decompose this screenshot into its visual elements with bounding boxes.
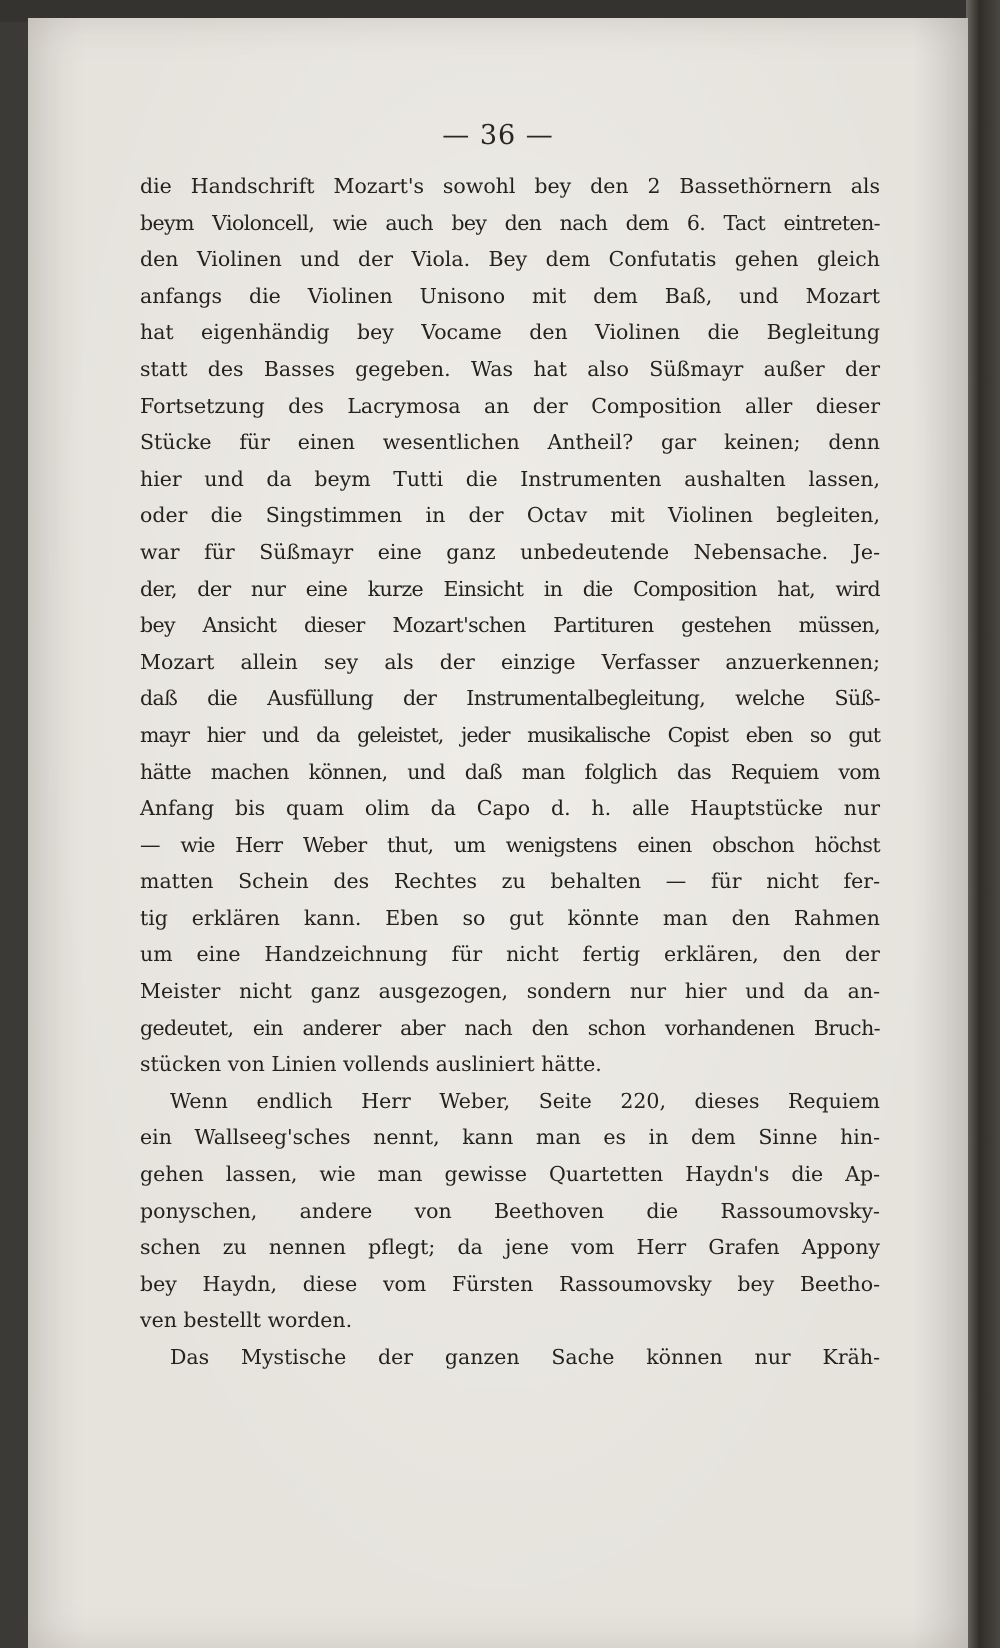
text-line: ven bestellt worden. [140,1308,353,1333]
text-line: gedeutet, ein anderer aber nach den schon vorhandenen Bruch- [140,1015,880,1040]
text-line: daß die Ausfüllung der Instrumentalbegleitung, welche Süß- [140,686,880,711]
body-text [140,168,880,1376]
text-line: der, der nur eine kurze Einsicht in die Composition hat, wird [140,576,880,601]
text-line: — wie Herr Weber thut, um wenigstens einen obschon höchst [140,832,880,857]
text-line: ein Wallseeg'sches nennt, kann man es in dem Sinne hin- [140,1125,880,1150]
text-line: mayr hier und da geleistet, jeder musikalische Copist eben so gut [140,722,880,747]
text-line: bey Ansicht dieser Mozart'schen Partituren gestehen müssen, [140,613,880,638]
text-line: Mozart allein sey als der einzige Verfasser anzuerkennen; [140,649,880,674]
book-spine-edge [966,0,1000,1648]
text-line: Das Mystische der ganzen Sache können nur Kräh- [170,1345,880,1369]
page-number: — 36 — [442,120,554,151]
text-line: matten Schein des Rechtes zu behalten — für nicht fer- [140,869,880,894]
text-line: statt des Basses gegeben. Was hat also Süßmayr außer der [140,356,880,381]
text-line: die Handschrift Mozart's sowohl bey den 2 Bassethörnern als [140,174,880,198]
text-line: anfangs die Violinen Unisono mit dem Baß, und Mozart [140,283,880,308]
text-line: Stücke für einen wesentlichen Antheil? gar keinen; denn [140,430,880,455]
text-line: um eine Handzeichnung für nicht fertig erklären, den der [140,942,880,967]
text-line: schen zu nennen pflegt; da jene vom Herr Grafen Appony [140,1235,880,1260]
text-line: stücken von Linien vollends ausliniert hätte. [140,1052,602,1077]
text-line: tig erklären kann. Eben so gut könnte man den Rahmen [140,905,880,930]
text-line: hätte machen können, und daß man folglich das Requiem vom [140,759,880,784]
text-line: Anfang bis quam olim da Capo d. h. alle Hauptstücke nur [140,796,880,821]
text-line: hat eigenhändig bey Vocame den Violinen die Begleitung [140,320,880,345]
text-line: war für Süßmayr eine ganz unbedeutende Nebensache. Je- [140,539,880,564]
text-line: Meister nicht ganz ausgezogen, sondern nur hier und da an- [140,979,880,1004]
book-page [28,18,968,1648]
text-line: gehen lassen, wie man gewisse Quartetten Haydn's die Ap- [140,1162,880,1187]
text-line: den Violinen und der Viola. Bey dem Confutatis gehen gleich [140,247,880,272]
text-line: oder die Singstimmen in der Octav mit Violinen begleiten, [140,503,880,528]
text-line: bey Haydn, diese vom Fürsten Rassoumovsky bey Beetho- [140,1271,880,1296]
text-line: hier und da beym Tutti die Instrumenten aushalten lassen, [140,466,880,491]
text-line: ponyschen, andere von Beethoven die Rassoumovsky- [140,1198,880,1223]
text-line: beym Violoncell, wie auch bey den nach dem 6. Tact eintreten- [140,210,880,235]
text-line: Fortsetzung des Lacrymosa an der Composition aller dieser [140,393,880,418]
text-line: Wenn endlich Herr Weber, Seite 220, dieses Requiem [170,1088,880,1113]
